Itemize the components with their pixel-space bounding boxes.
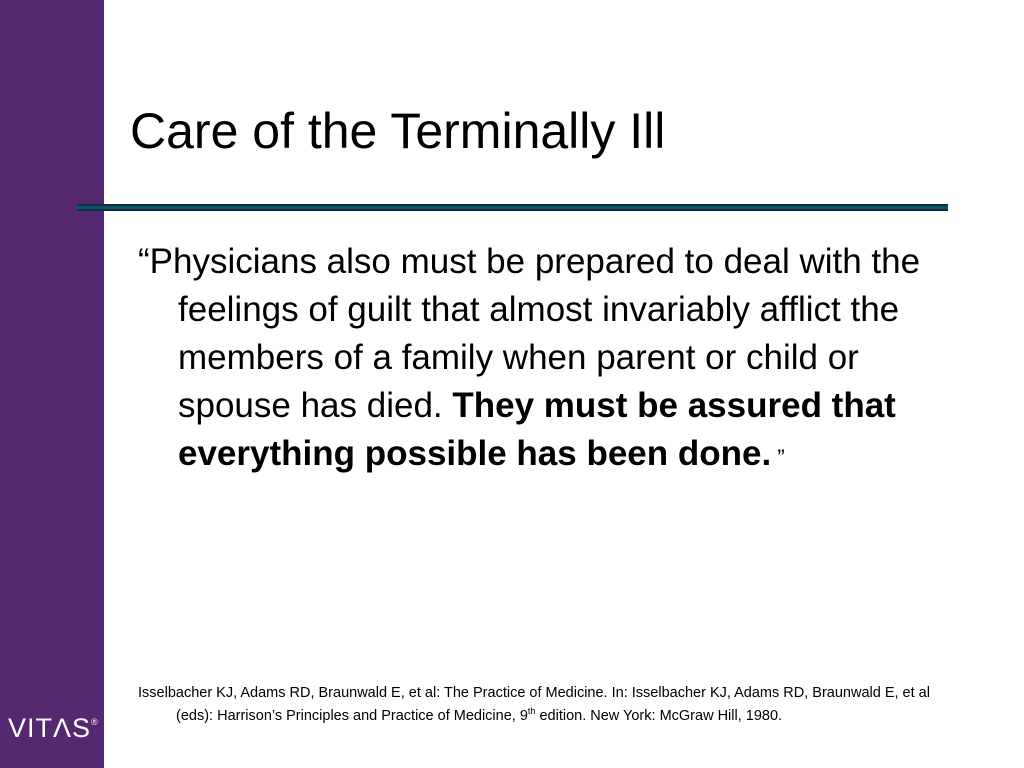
sidebar-band xyxy=(0,0,104,768)
quote-regular: “Physicians also must be prepared to deal with the feelings of guilt that almost invariably afflict the members of a family when parent or child or spouse has died. xyxy=(138,242,921,425)
slide-title: Care of the Terminally Ill xyxy=(130,103,666,159)
quote-bold: They must be assured that everything possible has been done. xyxy=(178,386,896,473)
title-divider xyxy=(77,204,948,211)
citation-text: Isselbacher KJ, Adams RD, Braunwald E, et al: The Practice of Medicine. In: Isselbacher KJ, Adams RD, Braunwald E, et al (eds): Harrison’s Principles and Practice of Medicine, 9 xyxy=(138,685,930,724)
citation-text-end: edition. New York: McGraw Hill, 1980. xyxy=(535,708,783,724)
logo-text: VITΛS xyxy=(8,713,92,743)
vitas-logo xyxy=(8,713,99,744)
quote-closing: ” xyxy=(771,445,785,470)
quote-text xyxy=(138,238,968,482)
citation xyxy=(138,682,966,728)
registered-mark: ® xyxy=(91,717,99,727)
citation-superscript: th xyxy=(527,706,536,717)
